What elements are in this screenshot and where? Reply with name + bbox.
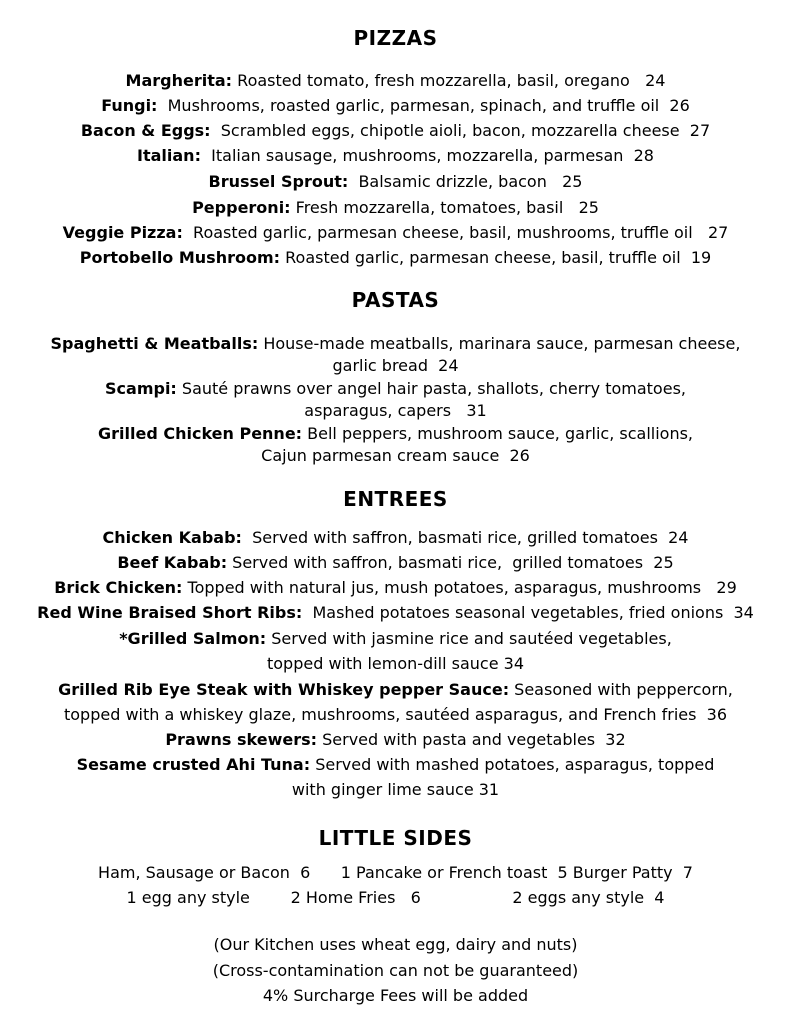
pizza-name: Portobello Mushroom: <box>79 248 281 267</box>
entree-name: Sesame crusted Ahi Tuna: <box>76 755 311 774</box>
pasta-name: Grilled Chicken Penne: <box>97 424 303 443</box>
pizza-item <box>0 70 791 92</box>
pasta-item-cont: asparagus, capers 31 <box>304 401 487 420</box>
pizza-item <box>0 222 791 244</box>
surcharge-note: 4% Surcharge Fees will be added <box>262 986 529 1005</box>
pizza-item <box>0 247 791 269</box>
entree-name: Red Wine Braised Short Ribs: <box>37 603 303 622</box>
pasta-desc: Bell peppers, mushroom sauce, garlic, scallions, <box>302 424 693 443</box>
entree-item-cont: topped with a whiskey glaze, mushrooms, sautéed asparagus, and French fries 36 <box>63 705 727 724</box>
pasta-item-cont: garlic bread 24 <box>332 356 459 375</box>
pasta-name: Spaghetti & Meatballs: <box>50 334 259 353</box>
entree-name: Chicken Kabab: <box>102 528 242 547</box>
pizza-desc: Roasted tomato, fresh mozzarella, basil, oregano 24 <box>232 71 666 90</box>
entree-item <box>0 679 791 701</box>
pizza-item <box>0 120 791 142</box>
pizza-item <box>0 145 791 167</box>
entree-item <box>0 628 791 650</box>
pasta-item <box>0 423 791 445</box>
cross-contamination-note: (Cross-contamination can not be guaranteed) <box>212 961 579 980</box>
entree-item <box>0 552 791 574</box>
entree-item-cont: topped with lemon-dill sauce 34 <box>266 654 524 673</box>
pizza-desc: Fresh mozzarella, tomatoes, basil 25 <box>290 198 599 217</box>
pizza-name: Pepperoni: <box>192 198 291 217</box>
pasta-desc: House-made meatballs, marinara sauce, parmesan cheese, <box>258 334 741 353</box>
entree-desc: Served with pasta and vegetables 32 <box>317 730 626 749</box>
pizza-desc: Roasted garlic, parmesan cheese, basil, truffle oil 19 <box>280 248 712 267</box>
entree-item-cont: with ginger lime sauce 31 <box>291 780 500 799</box>
pizza-item <box>0 95 791 117</box>
pasta-item <box>0 333 791 355</box>
entree-desc: Served with saffron, basmati rice, grilled tomatoes 25 <box>227 553 674 572</box>
entree-name: Beef Kabab: <box>117 553 228 572</box>
pizza-desc: Balsamic drizzle, bacon 25 <box>348 172 583 191</box>
entree-name: Prawns skewers: <box>165 730 318 749</box>
sides-heading: LITTLE SIDES <box>318 826 473 850</box>
pasta-item-cont: Cajun parmesan cream sauce 26 <box>261 446 530 465</box>
pasta-item <box>0 378 791 400</box>
entree-item <box>0 527 791 549</box>
sides-row: Ham, Sausage or Bacon 6 1 Pancake or French toast 5 Burger Patty 7 <box>98 863 693 882</box>
pizza-name: Bacon & Eggs: <box>80 121 211 140</box>
entree-item <box>0 729 791 751</box>
pizza-desc: Mushrooms, roasted garlic, parmesan, spinach, and truffle oil 26 <box>157 96 690 115</box>
pizzas-heading: PIZZAS <box>353 26 438 50</box>
pizza-name: Fungi: <box>101 96 158 115</box>
pizza-desc: Italian sausage, mushrooms, mozzarella, parmesan 28 <box>200 146 654 165</box>
pizza-name: Italian: <box>137 146 201 165</box>
pizza-desc: Scrambled eggs, chipotle aioli, bacon, mozzarella cheese 27 <box>210 121 711 140</box>
pizza-item <box>0 197 791 219</box>
entree-name: *Grilled Salmon: <box>119 629 267 648</box>
entree-name: Grilled Rib Eye Steak with Whiskey pepper Sauce: <box>58 680 510 699</box>
pasta-name: Scampi: <box>105 379 177 398</box>
entree-desc: Mashed potatoes seasonal vegetables, fried onions 34 <box>302 603 754 622</box>
entree-desc: Seasoned with peppercorn, <box>509 680 733 699</box>
pizza-desc: Roasted garlic, parmesan cheese, basil, mushrooms, truffle oil 27 <box>182 223 729 242</box>
entree-item <box>0 577 791 599</box>
pasta-desc: Sauté prawns over angel hair pasta, shallots, cherry tomatoes, <box>176 379 686 398</box>
sides-row: 1 egg any style 2 Home Fries 6 2 eggs any style 4 <box>126 888 665 907</box>
entree-name: Brick Chicken: <box>54 578 183 597</box>
pizza-item <box>0 171 791 193</box>
entree-item <box>0 754 791 776</box>
entree-desc: Served with saffron, basmati rice, grilled tomatoes 24 <box>241 528 689 547</box>
pizza-name: Brussel Sprout: <box>208 172 349 191</box>
entree-desc: Topped with natural jus, mush potatoes, asparagus, mushrooms 29 <box>182 578 737 597</box>
entree-desc: Served with jasmine rice and sautéed vegetables, <box>266 629 672 648</box>
entrees-heading: ENTREES <box>343 487 448 511</box>
pizza-name: Veggie Pizza: <box>62 223 183 242</box>
entree-desc: Served with mashed potatoes, asparagus, topped <box>310 755 715 774</box>
pastas-heading: PASTAS <box>351 288 440 312</box>
allergen-note: (Our Kitchen uses wheat egg, dairy and nuts) <box>213 935 578 954</box>
entree-item <box>0 602 791 624</box>
pizza-name: Margherita: <box>125 71 233 90</box>
